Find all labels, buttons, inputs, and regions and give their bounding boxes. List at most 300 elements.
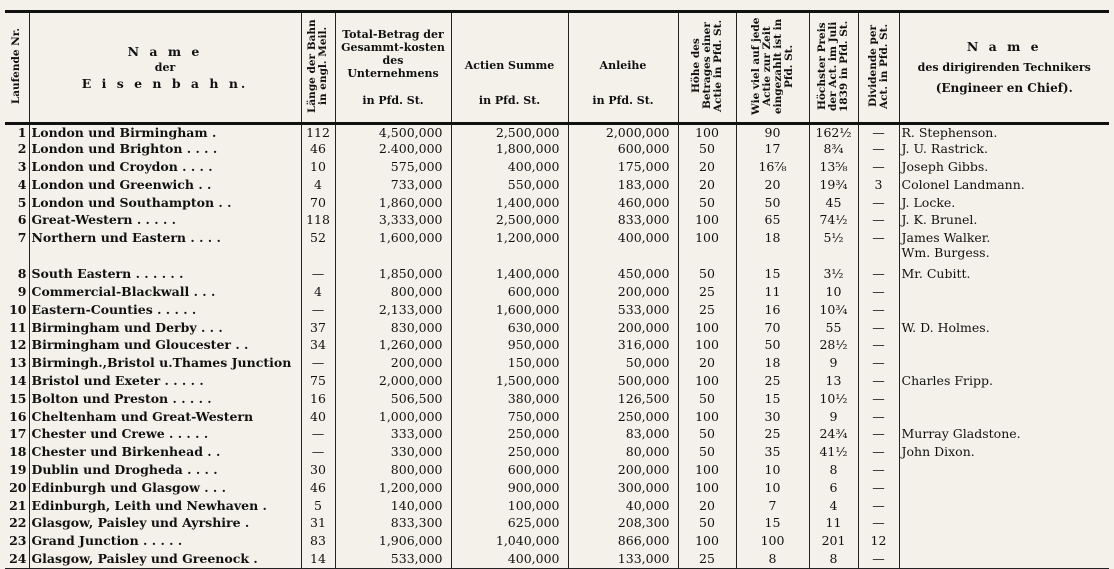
loan: 316,000 bbox=[568, 337, 678, 355]
dividend: — bbox=[858, 337, 899, 355]
loan: 533,000 bbox=[568, 302, 678, 320]
share-capital: 1,400,000 bbox=[451, 195, 568, 213]
loan: 175,000 bbox=[568, 159, 678, 177]
length: 46 bbox=[301, 141, 335, 159]
share-amount: 100 bbox=[678, 462, 736, 480]
share-amount: 100 bbox=[678, 230, 736, 266]
dividend: — bbox=[858, 212, 899, 230]
railway-name: South Eastern . . . . . . bbox=[29, 266, 301, 284]
dividend: — bbox=[858, 284, 899, 302]
loan: 208,300 bbox=[568, 515, 678, 533]
total-cost: 506,500 bbox=[335, 391, 451, 409]
dividend: — bbox=[858, 355, 899, 373]
row-number: 13 bbox=[9, 355, 27, 371]
paid-in: 18 bbox=[736, 355, 809, 373]
length: 112 bbox=[301, 124, 335, 142]
railway-name: Eastern-Counties . . . . . bbox=[29, 302, 301, 320]
loan: 2,000,000 bbox=[568, 124, 678, 142]
engineer-name: Mr. Cubitt. bbox=[899, 266, 1109, 284]
table-row bbox=[5, 320, 1109, 338]
total-cost: 800,000 bbox=[335, 284, 451, 302]
total-cost: 833,300 bbox=[335, 515, 451, 533]
table-row bbox=[5, 177, 1109, 195]
paid-in: 50 bbox=[736, 195, 809, 213]
loan: 200,000 bbox=[568, 284, 678, 302]
header-loan: Anleihe in Pfd. St. bbox=[568, 12, 678, 124]
length: 10 bbox=[301, 159, 335, 177]
railway-name: Birmingham und Gloucester . . bbox=[29, 337, 301, 355]
railway-name: Commercial-Blackwall . . . bbox=[29, 284, 301, 302]
share-capital: 625,000 bbox=[451, 515, 568, 533]
dividend: — bbox=[858, 426, 899, 444]
dividend: — bbox=[858, 195, 899, 213]
total-cost: 1,000,000 bbox=[335, 409, 451, 427]
share-amount: 50 bbox=[678, 515, 736, 533]
row-number: 21 bbox=[9, 497, 27, 513]
header-paid-in: Wie viel auf jede Actie zur Zeit eingezahlt ist in Pfd. St. bbox=[736, 12, 809, 124]
loan: 133,000 bbox=[568, 551, 678, 569]
highest-price: 9 bbox=[809, 355, 858, 373]
row-number: 4 bbox=[17, 176, 27, 192]
share-capital: 750,000 bbox=[451, 409, 568, 427]
engineer-name bbox=[899, 409, 1109, 427]
table-row bbox=[5, 159, 1109, 177]
row-number: 7 bbox=[17, 230, 27, 246]
share-amount: 100 bbox=[678, 373, 736, 391]
railway-name: Edinburgh, Leith und Newhaven . bbox=[29, 498, 301, 516]
highest-price: 162½ bbox=[809, 124, 858, 142]
highest-price: 74½ bbox=[809, 212, 858, 230]
share-amount: 25 bbox=[678, 302, 736, 320]
paid-in: 8 bbox=[736, 551, 809, 569]
share-capital: 550,000 bbox=[451, 177, 568, 195]
highest-price: 4 bbox=[809, 498, 858, 516]
railway-name: Grand Junction . . . . . bbox=[29, 533, 301, 551]
highest-price: 10 bbox=[809, 284, 858, 302]
paid-in: 11 bbox=[736, 284, 809, 302]
highest-price: 9 bbox=[809, 409, 858, 427]
dividend: — bbox=[858, 302, 899, 320]
length: 46 bbox=[301, 480, 335, 498]
highest-price: 3½ bbox=[809, 266, 858, 284]
loan: 200,000 bbox=[568, 462, 678, 480]
share-amount: 100 bbox=[678, 124, 736, 142]
table-row bbox=[5, 426, 1109, 444]
length: 40 bbox=[301, 409, 335, 427]
loan: 126,500 bbox=[568, 391, 678, 409]
share-capital: 1,040,000 bbox=[451, 533, 568, 551]
length: 34 bbox=[301, 337, 335, 355]
table-row bbox=[5, 266, 1109, 284]
loan: 300,000 bbox=[568, 480, 678, 498]
engineer-name: Charles Fripp. bbox=[899, 373, 1109, 391]
total-cost: 2.400,000 bbox=[335, 141, 451, 159]
dividend: 12 bbox=[858, 533, 899, 551]
row-number: 9 bbox=[17, 284, 27, 300]
paid-in: 20 bbox=[736, 177, 809, 195]
dividend: — bbox=[858, 230, 899, 266]
loan: 866,000 bbox=[568, 533, 678, 551]
total-cost: 533,000 bbox=[335, 551, 451, 569]
length: 70 bbox=[301, 195, 335, 213]
paid-in: 7 bbox=[736, 498, 809, 516]
header-share-amount: Höhe des Betrages einer Actie in Pfd. St. bbox=[678, 12, 736, 124]
share-amount: 20 bbox=[678, 177, 736, 195]
share-capital: 2,500,000 bbox=[451, 212, 568, 230]
length: 52 bbox=[301, 230, 335, 266]
share-capital: 600,000 bbox=[451, 462, 568, 480]
row-number: 1 bbox=[17, 125, 27, 140]
row-number: 17 bbox=[9, 426, 27, 442]
row-number: 20 bbox=[9, 479, 27, 495]
table-row bbox=[5, 355, 1109, 373]
paid-in: 100 bbox=[736, 533, 809, 551]
share-capital: 630,000 bbox=[451, 320, 568, 338]
share-amount: 25 bbox=[678, 284, 736, 302]
railway-table bbox=[5, 10, 1109, 569]
total-cost: 733,000 bbox=[335, 177, 451, 195]
railway-name: Glasgow, Paisley und Greenock . bbox=[29, 551, 301, 569]
share-amount: 25 bbox=[678, 551, 736, 569]
header-highest-price: Höchster Preis der Act. im Juli 1839 in Pfd. St. bbox=[809, 12, 858, 124]
total-cost: 1,600,000 bbox=[335, 230, 451, 266]
engineer-name bbox=[899, 462, 1109, 480]
length: 83 bbox=[301, 533, 335, 551]
railway-name: London und Croydon . . . . bbox=[29, 159, 301, 177]
share-capital: 900,000 bbox=[451, 480, 568, 498]
share-capital: 150,000 bbox=[451, 355, 568, 373]
highest-price: 8 bbox=[809, 551, 858, 569]
paid-in: 15 bbox=[736, 391, 809, 409]
length: 5 bbox=[301, 498, 335, 516]
paid-in: 15 bbox=[736, 266, 809, 284]
railway-name: London und Birmingham . bbox=[29, 124, 301, 142]
engineer-name: Joseph Gibbs. bbox=[899, 159, 1109, 177]
railway-name: Glasgow, Paisley und Ayrshire . bbox=[29, 515, 301, 533]
table-row bbox=[5, 498, 1109, 516]
engineer-name bbox=[899, 337, 1109, 355]
share-amount: 20 bbox=[678, 355, 736, 373]
highest-price: 10½ bbox=[809, 391, 858, 409]
share-amount: 100 bbox=[678, 533, 736, 551]
total-cost: 330,000 bbox=[335, 444, 451, 462]
header-total-cost: Total-Betrag der Gesammt-kosten des Unternehmens in Pfd. St. bbox=[335, 12, 451, 124]
paid-in: 16⅞ bbox=[736, 159, 809, 177]
table-row bbox=[5, 284, 1109, 302]
dividend: — bbox=[858, 159, 899, 177]
length: 16 bbox=[301, 391, 335, 409]
loan: 460,000 bbox=[568, 195, 678, 213]
dividend: — bbox=[858, 124, 899, 142]
row-number: 11 bbox=[9, 319, 27, 335]
share-capital: 2,500,000 bbox=[451, 124, 568, 142]
engineer-name: James Walker. Wm. Burgess. bbox=[899, 230, 1109, 266]
row-number: 18 bbox=[9, 444, 27, 460]
paid-in: 25 bbox=[736, 426, 809, 444]
paid-in: 50 bbox=[736, 337, 809, 355]
total-cost: 1,260,000 bbox=[335, 337, 451, 355]
railway-name: Dublin und Drogheda . . . . bbox=[29, 462, 301, 480]
share-capital: 1,500,000 bbox=[451, 373, 568, 391]
loan: 250,000 bbox=[568, 409, 678, 427]
header-nr: Laufende Nr. bbox=[5, 12, 29, 124]
row-number: 23 bbox=[9, 533, 27, 549]
share-amount: 100 bbox=[678, 409, 736, 427]
loan: 183,000 bbox=[568, 177, 678, 195]
dividend: — bbox=[858, 515, 899, 533]
loan: 500,000 bbox=[568, 373, 678, 391]
dividend: — bbox=[858, 320, 899, 338]
highest-price: 13 bbox=[809, 373, 858, 391]
railway-name: London und Southampton . . bbox=[29, 195, 301, 213]
length: 118 bbox=[301, 212, 335, 230]
loan: 200,000 bbox=[568, 320, 678, 338]
header-engineer: N a m e des dirigirenden Technikers (Engineer en Chief). bbox=[899, 12, 1109, 124]
length: — bbox=[301, 444, 335, 462]
table-row bbox=[5, 195, 1109, 213]
share-amount: 100 bbox=[678, 337, 736, 355]
engineer-name bbox=[899, 533, 1109, 551]
share-amount: 50 bbox=[678, 141, 736, 159]
dividend: — bbox=[858, 480, 899, 498]
share-capital: 100,000 bbox=[451, 498, 568, 516]
table-row bbox=[5, 480, 1109, 498]
dividend: — bbox=[858, 141, 899, 159]
engineer-name: J. Locke. bbox=[899, 195, 1109, 213]
railway-name: London und Brighton . . . . bbox=[29, 141, 301, 159]
total-cost: 1,200,000 bbox=[335, 480, 451, 498]
engineer-name: J. K. Brunel. bbox=[899, 212, 1109, 230]
share-amount: 100 bbox=[678, 320, 736, 338]
railway-name: Cheltenham und Great-Western bbox=[29, 409, 301, 427]
share-capital: 1,600,000 bbox=[451, 302, 568, 320]
total-cost: 1,860,000 bbox=[335, 195, 451, 213]
length: 31 bbox=[301, 515, 335, 533]
engineer-name bbox=[899, 391, 1109, 409]
railway-name: Birmingh.,Bristol u.Thames Junction bbox=[29, 355, 301, 373]
row-number: 22 bbox=[9, 515, 27, 531]
engineer-name: J. U. Rastrick. bbox=[899, 141, 1109, 159]
row-number: 12 bbox=[9, 337, 27, 353]
engineer-name bbox=[899, 551, 1109, 569]
highest-price: 10¾ bbox=[809, 302, 858, 320]
highest-price: 11 bbox=[809, 515, 858, 533]
header-railway-name: N a m e der E i s e n b a h n. bbox=[29, 12, 301, 124]
engineer-name: R. Stephenson. bbox=[899, 124, 1109, 142]
table-row bbox=[5, 515, 1109, 533]
row-number: 6 bbox=[17, 212, 27, 228]
loan: 40,000 bbox=[568, 498, 678, 516]
railway-name: Bristol und Exeter . . . . . bbox=[29, 373, 301, 391]
row-number: 3 bbox=[17, 159, 27, 175]
share-capital: 1,800,000 bbox=[451, 141, 568, 159]
engineer-name bbox=[899, 284, 1109, 302]
highest-price: 45 bbox=[809, 195, 858, 213]
row-number: 10 bbox=[9, 301, 27, 317]
engineer-name: Colonel Landmann. bbox=[899, 177, 1109, 195]
railway-name: Edinburgh und Glasgow . . . bbox=[29, 480, 301, 498]
loan: 80,000 bbox=[568, 444, 678, 462]
dividend: — bbox=[858, 444, 899, 462]
total-cost: 1,906,000 bbox=[335, 533, 451, 551]
share-capital: 400,000 bbox=[451, 551, 568, 569]
share-amount: 20 bbox=[678, 159, 736, 177]
table-row bbox=[5, 302, 1109, 320]
loan: 450,000 bbox=[568, 266, 678, 284]
paid-in: 70 bbox=[736, 320, 809, 338]
share-capital: 250,000 bbox=[451, 426, 568, 444]
highest-price: 13⅝ bbox=[809, 159, 858, 177]
highest-price: 6 bbox=[809, 480, 858, 498]
highest-price: 5½ bbox=[809, 230, 858, 266]
table-row bbox=[5, 409, 1109, 427]
highest-price: 201 bbox=[809, 533, 858, 551]
highest-price: 24¾ bbox=[809, 426, 858, 444]
dividend: — bbox=[858, 266, 899, 284]
header-dividend: Dividende per Act. in Pfd. St. bbox=[858, 12, 899, 124]
length: — bbox=[301, 426, 335, 444]
loan: 400,000 bbox=[568, 230, 678, 266]
share-capital: 250,000 bbox=[451, 444, 568, 462]
length: 37 bbox=[301, 320, 335, 338]
railway-name: Bolton und Preston . . . . . bbox=[29, 391, 301, 409]
highest-price: 19¾ bbox=[809, 177, 858, 195]
loan: 50,000 bbox=[568, 355, 678, 373]
share-capital: 1,200,000 bbox=[451, 230, 568, 266]
share-amount: 100 bbox=[678, 212, 736, 230]
share-amount: 50 bbox=[678, 195, 736, 213]
length: 4 bbox=[301, 284, 335, 302]
row-number: 5 bbox=[17, 194, 27, 210]
share-capital: 950,000 bbox=[451, 337, 568, 355]
engineer-name: Murray Gladstone. bbox=[899, 426, 1109, 444]
share-amount: 50 bbox=[678, 426, 736, 444]
header-length: Länge der Bahn in engl. Meil. bbox=[301, 12, 335, 124]
total-cost: 140,000 bbox=[335, 498, 451, 516]
length: — bbox=[301, 355, 335, 373]
length: 14 bbox=[301, 551, 335, 569]
share-capital: 380,000 bbox=[451, 391, 568, 409]
length: 4 bbox=[301, 177, 335, 195]
share-amount: 50 bbox=[678, 391, 736, 409]
paid-in: 30 bbox=[736, 409, 809, 427]
engineer-name: John Dixon. bbox=[899, 444, 1109, 462]
table-row bbox=[5, 391, 1109, 409]
railway-name: London und Greenwich . . bbox=[29, 177, 301, 195]
share-amount: 20 bbox=[678, 498, 736, 516]
share-amount: 50 bbox=[678, 266, 736, 284]
row-number: 15 bbox=[9, 390, 27, 406]
paid-in: 10 bbox=[736, 462, 809, 480]
highest-price: 8 bbox=[809, 462, 858, 480]
railway-name: Chester und Crewe . . . . . bbox=[29, 426, 301, 444]
paid-in: 18 bbox=[736, 230, 809, 266]
table-row bbox=[5, 533, 1109, 551]
table-row bbox=[5, 337, 1109, 355]
railway-name: Great-Western . . . . . bbox=[29, 212, 301, 230]
railway-name: Chester und Birkenhead . . bbox=[29, 444, 301, 462]
total-cost: 830,000 bbox=[335, 320, 451, 338]
share-capital: 1,400,000 bbox=[451, 266, 568, 284]
dividend: — bbox=[858, 462, 899, 480]
row-number: 2 bbox=[17, 141, 27, 157]
share-capital: 400,000 bbox=[451, 159, 568, 177]
table-row bbox=[5, 551, 1109, 569]
dividend: 3 bbox=[858, 177, 899, 195]
total-cost: 1,850,000 bbox=[335, 266, 451, 284]
length: — bbox=[301, 302, 335, 320]
table-row bbox=[5, 124, 1109, 142]
paid-in: 10 bbox=[736, 480, 809, 498]
highest-price: 41½ bbox=[809, 444, 858, 462]
header-share-capital: Actien Summe in Pfd. St. bbox=[451, 12, 568, 124]
row-number: 19 bbox=[9, 462, 27, 478]
engineer-name bbox=[899, 302, 1109, 320]
loan: 600,000 bbox=[568, 141, 678, 159]
engineer-name bbox=[899, 498, 1109, 516]
total-cost: 2,000,000 bbox=[335, 373, 451, 391]
highest-price: 8¾ bbox=[809, 141, 858, 159]
engineer-name bbox=[899, 480, 1109, 498]
share-capital: 600,000 bbox=[451, 284, 568, 302]
paid-in: 35 bbox=[736, 444, 809, 462]
table-row bbox=[5, 141, 1109, 159]
header-row bbox=[5, 12, 1109, 124]
table-row bbox=[5, 212, 1109, 230]
length: 30 bbox=[301, 462, 335, 480]
paid-in: 17 bbox=[736, 141, 809, 159]
paid-in: 90 bbox=[736, 124, 809, 142]
highest-price: 28½ bbox=[809, 337, 858, 355]
share-amount: 50 bbox=[678, 444, 736, 462]
railway-name: Birmingham und Derby . . . bbox=[29, 320, 301, 338]
total-cost: 800,000 bbox=[335, 462, 451, 480]
loan: 833,000 bbox=[568, 212, 678, 230]
engineer-name bbox=[899, 355, 1109, 373]
table-row bbox=[5, 444, 1109, 462]
paid-in: 65 bbox=[736, 212, 809, 230]
table-row bbox=[5, 230, 1109, 266]
total-cost: 3,333,000 bbox=[335, 212, 451, 230]
share-amount: 100 bbox=[678, 480, 736, 498]
paid-in: 25 bbox=[736, 373, 809, 391]
highest-price: 55 bbox=[809, 320, 858, 338]
dividend: — bbox=[858, 498, 899, 516]
dividend: — bbox=[858, 409, 899, 427]
dividend: — bbox=[858, 391, 899, 409]
engineer-name bbox=[899, 515, 1109, 533]
table-row bbox=[5, 462, 1109, 480]
total-cost: 333,000 bbox=[335, 426, 451, 444]
length: 75 bbox=[301, 373, 335, 391]
railway-name: Northern und Eastern . . . . bbox=[29, 230, 301, 266]
table-row bbox=[5, 373, 1109, 391]
row-number: 14 bbox=[9, 373, 27, 389]
dividend: — bbox=[858, 373, 899, 391]
total-cost: 200,000 bbox=[335, 355, 451, 373]
paid-in: 16 bbox=[736, 302, 809, 320]
paid-in: 15 bbox=[736, 515, 809, 533]
row-number: 16 bbox=[9, 408, 27, 424]
dividend: — bbox=[858, 551, 899, 569]
total-cost: 2,133,000 bbox=[335, 302, 451, 320]
length: — bbox=[301, 266, 335, 284]
engineer-name: W. D. Holmes. bbox=[899, 320, 1109, 338]
row-number: 24 bbox=[5, 551, 29, 569]
loan: 83,000 bbox=[568, 426, 678, 444]
total-cost: 4,500,000 bbox=[335, 124, 451, 142]
engineer-name-second: Wm. Burgess. bbox=[901, 245, 990, 261]
